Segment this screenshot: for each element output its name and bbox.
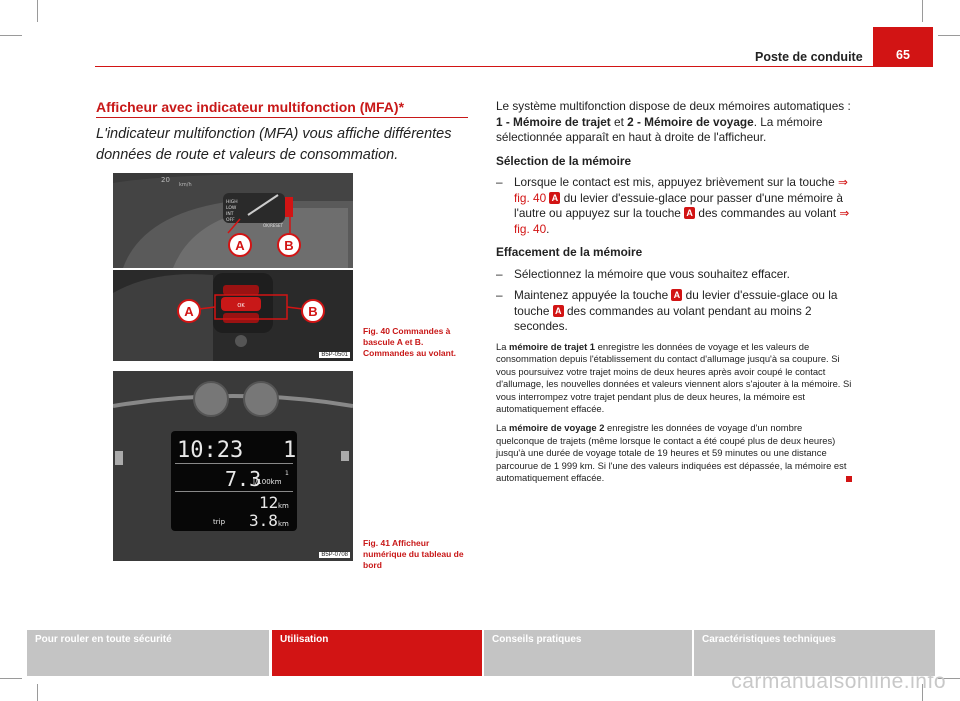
display-memory: 1	[283, 438, 297, 463]
svg-text:km/h: km/h	[179, 182, 192, 188]
figure-41-display	[113, 371, 353, 561]
subheading-selection: Sélection de la mémoire	[496, 153, 632, 168]
page-number: 65	[896, 48, 910, 62]
footer-tab-safety[interactable]: Pour rouler en toute sécurité	[27, 630, 269, 676]
stalk-label-low: LOW	[226, 206, 237, 211]
crop-mark	[922, 0, 923, 22]
ref-fig-40[interactable]: ⇒ fig. 40	[514, 175, 848, 205]
wheel-ok-button: OK	[237, 303, 245, 309]
ref-fig-40[interactable]: ⇒ fig. 40	[514, 206, 850, 236]
figure-40-code: B5P-0501	[321, 352, 348, 358]
display-consumption-index: 1	[285, 470, 289, 477]
page-number-tab	[873, 27, 933, 67]
header-rule	[95, 66, 873, 67]
step-hold-key: – Maintenez appuyée la touche A du levier d'essuie-glace ou la touche A des commandes au volant pendant au moins 2 secondes.	[496, 288, 838, 333]
figure-40-controls	[113, 173, 353, 361]
stalk-label-off: OFF	[226, 218, 235, 223]
crop-mark	[0, 678, 22, 679]
intro-paragraph: Le système multifonction dispose de deux mémoires automatiques : 1 - Mémoire de trajet et 2 - Mémoire de voyage. La mémoire sélectionnée apparaît en haut à droite de l'afficheur.	[496, 99, 851, 144]
figure-41-caption: Fig. 41 Afficheur numérique du tableau de bord	[363, 538, 464, 570]
display-km-1: km	[278, 502, 289, 510]
figure-40-illustration	[113, 173, 353, 361]
display-distance-1: 12	[259, 493, 279, 512]
running-header: Poste de conduite	[755, 50, 863, 64]
step-choose-memory: – Sélectionnez la mémoire que vous souhaitez effacer.	[496, 266, 790, 281]
stalk-label-int: INT	[226, 212, 234, 217]
crop-mark	[938, 35, 960, 36]
section-rule	[96, 117, 468, 118]
footer-tab-usage[interactable]: Utilisation	[272, 630, 482, 676]
stalk-label-high: HIGH	[226, 200, 238, 205]
footer-tab-tips[interactable]: Conseils pratiques	[484, 630, 692, 676]
display-trip: trip	[213, 518, 226, 526]
figure-40-caption: Fig. 40 Commandes à bascule A et B. Commandes au volant.	[363, 326, 457, 358]
trip-memory-paragraph: La mémoire de trajet 1 enregistre les données de voyage et les valeurs de consommation depuis l'établissement du contact d'allumage jusqu'à sa coupure. Si vous poursuivez votre trajet moins de deux heures après avoir coupé le contact d'allumage, les nouvelles données et valeurs viennent alors s'ajouter à la mémoire. Si vous interrompez votre trajet pendant plus de deux heures, la mémoire est automatiquement effacée.	[496, 340, 852, 415]
callout-a-bottom: A	[184, 304, 194, 319]
svg-text:20: 20	[161, 176, 170, 184]
display-time: 10:23	[177, 438, 244, 463]
key-a-badge: A	[549, 192, 560, 204]
callout-b-bottom: B	[308, 304, 318, 319]
travel-memory-paragraph: La mémoire de voyage 2 enregistre les données de voyage d'un nombre quelconque de trajets (même lorsque le contact a été coupé plus de deux heures) jusqu'à une durée de voyage totale de 19 heures et 59 minutes ou une distance parcourue de 1 999 km. Si l'une des valeurs indiquées est dépassée, la mémoire est automatiquement effacée.	[496, 422, 852, 485]
display-consumption: 7.3	[225, 467, 262, 491]
crop-mark	[37, 684, 38, 701]
callout-b-top: B	[284, 238, 294, 253]
stalk-reset-label: OK/RESET	[263, 223, 283, 228]
step-select-memory: – Lorsque le contact est mis, appuyez brièvement sur la touche ⇒ fig. 40 A du levier d'essuie-glace pour passer d'une mémoire à l'autre ou appuyez sur la touche A des commandes au volant ⇒ fig. 40.	[496, 175, 850, 236]
watermark: carmanualsonline.info	[731, 670, 946, 693]
callout-a-top: A	[235, 238, 245, 253]
figure-41-illustration	[113, 371, 353, 561]
subheading-erase: Effacement de la mémoire	[496, 245, 643, 259]
crop-mark	[37, 0, 38, 22]
key-a-badge: A	[671, 289, 682, 301]
display-distance-2: 3.8	[249, 511, 278, 530]
section-title: Afficheur avec indicateur multifonction (MFA)*	[96, 99, 405, 115]
figure-41-code: B5P-0708	[321, 552, 348, 558]
crop-mark	[0, 35, 22, 36]
section-lead: L'indicateur multifonction (MFA) vous affiche différentes données de route et valeurs de consommation.	[96, 126, 452, 163]
key-a-badge: A	[553, 305, 564, 317]
display-consumption-unit: l/100km	[253, 478, 282, 486]
body-text-column	[496, 99, 852, 491]
display-km-2: km	[278, 520, 289, 528]
footer-tab-specs[interactable]: Caractéristiques techniques	[694, 630, 935, 676]
key-a-badge: A	[684, 207, 695, 219]
end-of-section-mark	[846, 476, 852, 482]
